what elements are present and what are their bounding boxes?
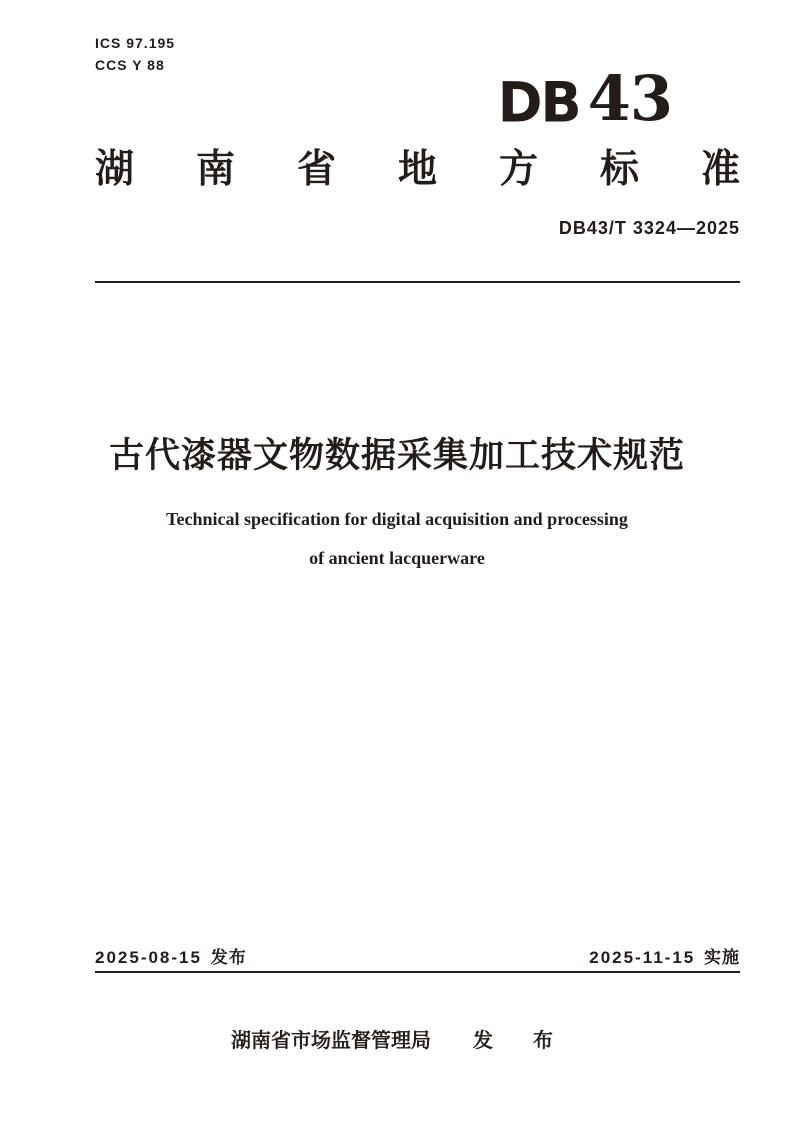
publisher-name: 湖南省市场监督管理局 (231, 1030, 431, 1052)
header-divider-rule (95, 281, 740, 283)
title-english-line1: Technical specification for digital acquisition and processing (166, 509, 628, 529)
standard-number: DB43/T 3324—2025 (558, 218, 740, 238)
publisher-line (0, 1024, 794, 1053)
standard-type-heading: 湖南省地方标准 (95, 148, 740, 191)
document-title-english (0, 500, 794, 578)
publish-action-label: 发 布 (473, 1030, 563, 1052)
implement-date: 2025-11-15 (589, 948, 696, 967)
issue-date: 2025-08-15 (95, 948, 202, 967)
classification-codes (95, 32, 175, 76)
logo-43-text: 43 (587, 62, 672, 135)
title-english-line2: of ancient lacquerware (309, 548, 485, 568)
ccs-code: CCS Y 88 (95, 57, 165, 73)
footer-divider-rule (95, 971, 740, 973)
issue-label: 发布 (210, 948, 247, 967)
ics-code: ICS 97.195 (95, 35, 176, 51)
db43-logo (497, 62, 672, 135)
implement-label: 实施 (704, 948, 740, 967)
implement-date-group (589, 943, 740, 968)
logo-db-text: DB (497, 70, 580, 135)
document-title-chinese: 古代漆器文物数据采集加工技术规范 (108, 436, 685, 475)
issue-date-group (95, 943, 247, 968)
dates-row (95, 943, 740, 968)
